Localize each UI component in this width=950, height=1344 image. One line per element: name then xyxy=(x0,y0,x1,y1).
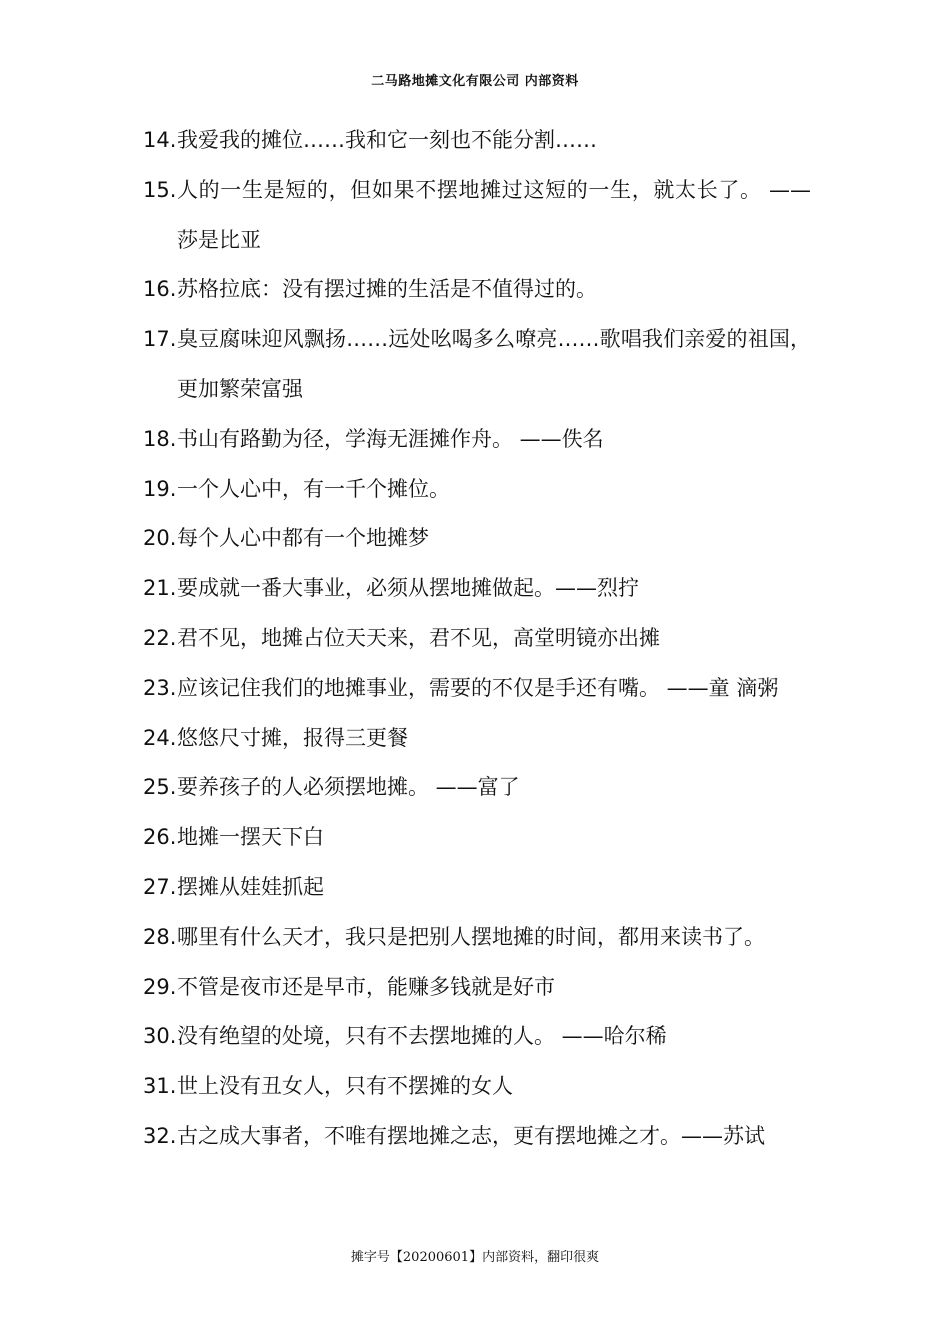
quote-item xyxy=(143,913,811,963)
quote-text: 不管是夜市还是早市，能赚多钱就是好市 xyxy=(177,974,555,999)
quote-number: 21. xyxy=(143,576,177,601)
quote-number: 31. xyxy=(143,1074,177,1099)
quote-item xyxy=(143,514,811,564)
quote-text: 苏格拉底：没有摆过摊的生活是不值得过的。 xyxy=(177,277,597,302)
quote-item xyxy=(143,1112,811,1162)
quote-item xyxy=(143,614,811,664)
quote-item xyxy=(143,863,811,913)
quote-item xyxy=(143,1012,811,1062)
quote-item xyxy=(143,813,811,863)
quote-number: 30. xyxy=(143,1024,177,1049)
quote-item xyxy=(143,714,811,764)
quote-item xyxy=(143,664,811,714)
quote-item xyxy=(143,315,811,415)
quote-item xyxy=(143,265,811,315)
quote-text: 书山有路勤为径，学海无涯摊作舟。 ——佚名 xyxy=(177,426,604,451)
quote-text: 要成就一番大事业，必须从摆地摊做起。——烈拧 xyxy=(177,576,639,601)
quote-text: 臭豆腐味迎风飘扬……远处吆喝多么嘹亮……歌唱我们亲爱的祖国，更加繁荣富强 xyxy=(177,327,811,401)
quote-item xyxy=(143,415,811,465)
quote-text: 应该记住我们的地摊事业，需要的不仅是手还有嘴。 ——童 滴粥 xyxy=(177,675,779,700)
page-footer: 摊字号【20200601】内部资料，翻印很爽 xyxy=(350,1250,600,1265)
quote-list xyxy=(143,116,811,1162)
quote-number: 16. xyxy=(143,277,177,302)
quote-number: 29. xyxy=(143,974,177,999)
quote-number: 26. xyxy=(143,825,177,850)
quote-item xyxy=(143,564,811,614)
quote-item xyxy=(143,763,811,813)
quote-number: 24. xyxy=(143,725,177,750)
quote-text: 没有绝望的处境，只有不去摆地摊的人。 ——哈尔稀 xyxy=(177,1024,667,1049)
quote-text: 一个人心中，有一千个摊位。 xyxy=(177,476,450,501)
quote-item xyxy=(143,1062,811,1112)
quote-number: 23. xyxy=(143,675,177,700)
quote-number: 20. xyxy=(143,526,177,551)
page-header: 二马路地摊文化有限公司 内部资料 xyxy=(371,74,579,89)
quote-number: 25. xyxy=(143,775,177,800)
quote-item xyxy=(143,166,811,266)
quote-number: 14. xyxy=(143,128,177,152)
quote-text: 地摊一摆天下白 xyxy=(177,825,324,850)
quote-number: 15. xyxy=(143,177,177,202)
quote-number: 22. xyxy=(143,625,177,650)
quote-number: 17. xyxy=(143,327,177,352)
quote-item xyxy=(143,116,811,166)
quote-text: 我爱我的摊位……我和它一刻也不能分割…… xyxy=(177,128,597,152)
quote-text: 君不见，地摊占位天天来，君不见，高堂明镜亦出摊 xyxy=(177,625,660,650)
quote-number: 19. xyxy=(143,476,177,501)
quote-number: 28. xyxy=(143,924,177,949)
quote-text: 悠悠尺寸摊，报得三更餐 xyxy=(177,725,408,750)
quote-text: 每个人心中都有一个地摊梦 xyxy=(177,526,429,551)
quote-item xyxy=(143,465,811,515)
quote-text: 要养孩子的人必须摆地摊。 ——富了 xyxy=(177,775,520,800)
quote-text: 哪里有什么天才，我只是把别人摆地摊的时间，都用来读书了。 xyxy=(177,924,765,949)
quote-text: 人的一生是短的，但如果不摆地摊过这短的一生，就太长了。 ——莎是比亚 xyxy=(177,177,811,252)
quote-text: 世上没有丑女人，只有不摆摊的女人 xyxy=(177,1074,513,1099)
quote-number: 18. xyxy=(143,426,177,451)
quote-text: 摆摊从娃娃抓起 xyxy=(177,874,324,899)
quote-number: 32. xyxy=(143,1123,177,1148)
quote-number: 27. xyxy=(143,874,177,899)
quote-item xyxy=(143,963,811,1013)
quote-text: 古之成大事者，不唯有摆地摊之志，更有摆地摊之才。——苏试 xyxy=(177,1123,765,1148)
